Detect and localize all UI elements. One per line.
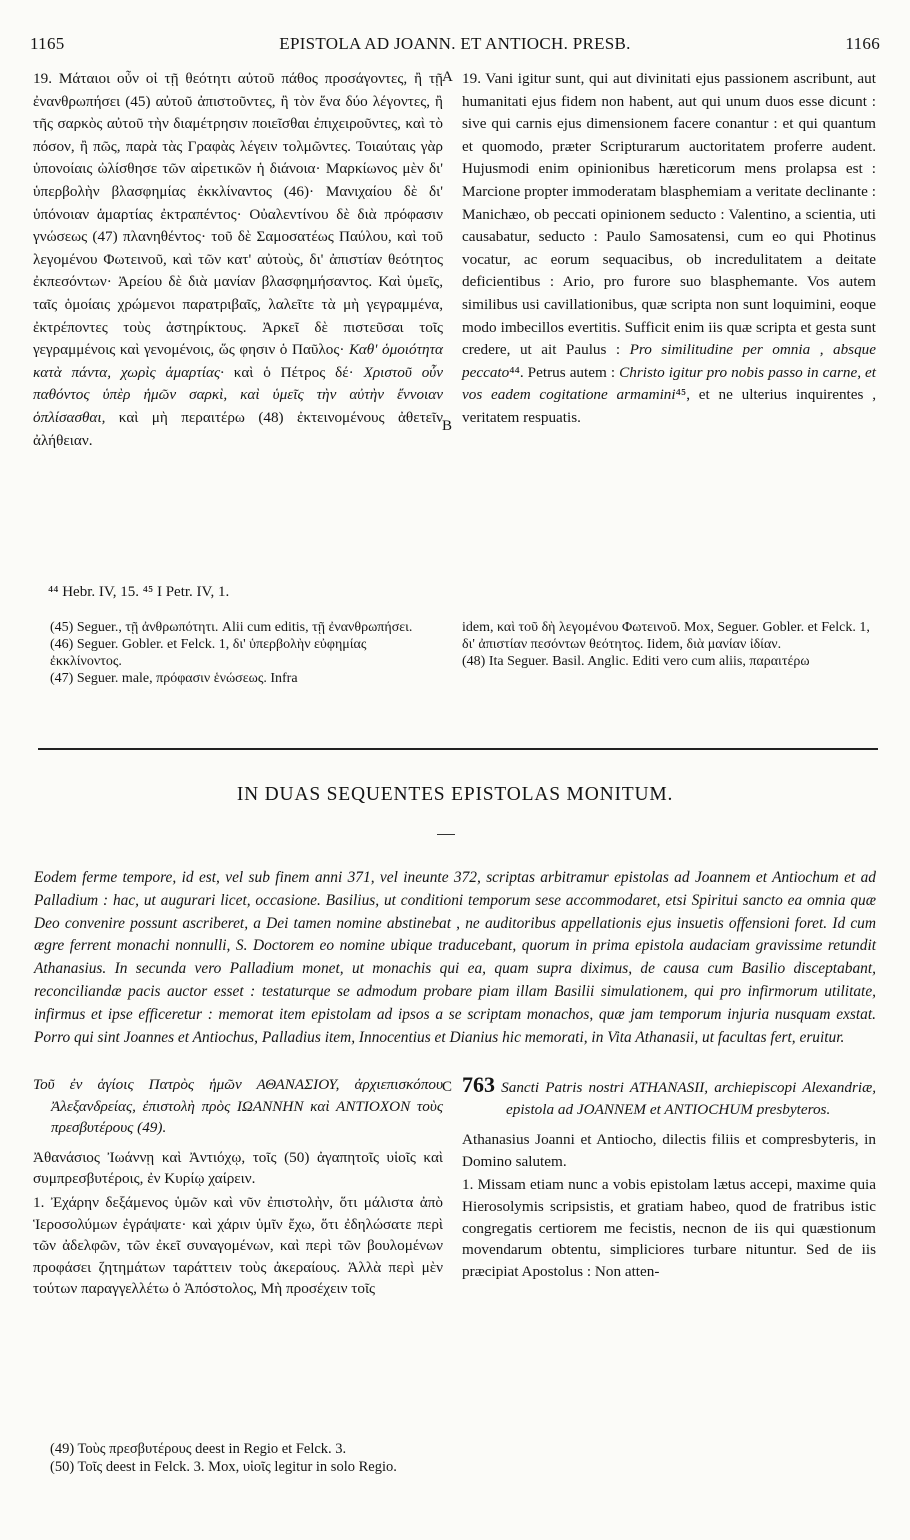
marker-a: A: [442, 69, 453, 85]
latin-paragraph-19: [462, 68, 876, 430]
greek-quote-peter: Χριστοῦ οὖν παθόντος ὑπὲρ ἡμῶν σαρκὶ, καὶ ὑμεῖς τὴν αὐτὴν ἔννοιαν ὁπλίσασθαι,: [33, 363, 444, 426]
latin-column-top: [462, 68, 876, 430]
section-divider: [38, 748, 878, 750]
latin-column-bottom: [462, 1074, 876, 1282]
notes-top-left: [50, 619, 440, 687]
latin-salutation: Athanasius Joanni et Antiocho, dilectis filiis et compresbyteris, in Domino salutem.: [462, 1131, 876, 1170]
latin-quote-paul: Pro similitudine per omnia , absque peccato: [462, 341, 876, 381]
note-45: (45) Seguer., τῇ ἀνθρωπότητι. Alii cum editis, τῇ ἐνανθρωπήσει.: [50, 620, 413, 635]
latin-paragraph-1: 1. Missam etiam nunc a vobis epistolam lætus accepi, maxime quia Hierosolymis scripsistis, et gratiam habeo, quod de fratribus istic congregatis certiorem me fecistis, necnon de iis qui quæstionum movendarum obtentu, simpliciores turbare nituntur. Sed de iis præcipiat Apostolus : Non atten-: [462, 1176, 876, 1280]
greek-column-top: [33, 68, 443, 452]
page-number-right: 1166: [845, 34, 880, 53]
greek-epistle-title: Τοῦ ἐν ἁγίοις Πατρὸς ἡμῶν ΑΘΑΝΑΣΙΟΥ, ἀρχιεπισκόπου Ἀλεξανδρείας, ἐπιστολὴ πρὸς ΙΩΑΝΝΗΝ καὶ ΑΝΤΙΟΧΟΝ τοὺς πρεσβυτέρους (49).: [33, 1076, 443, 1137]
greek-paragraph-1: 1. Ἐχάρην δεξάμενος ὑμῶν καὶ νῦν ἐπιστολὴν, ὅτι μάλιστα ἀπὸ Ἱεροσολύμων ἐγράψατε· καὶ χάριν ὑμῖν ἔχω, ὅτι ἐδηλώσατε περὶ τῶν ἀδελφῶν, τῶν ἐκεῖ συναγομένων, καὶ περὶ τῶν βουλομένων προφάσει ζητημάτων ταράττειν τοὺς ἀκεραίους. Ἀλλὰ περὶ μὲν τούτων παραγγελλέτω ὁ Ἀπόστολος, Μὴ προσέχειν τοῖς: [33, 1193, 443, 1298]
note-49: (49) Τοὺς πρεσβυτέρους deest in Regio et Felck. 3.: [50, 1441, 347, 1457]
column-number-763: 763: [462, 1072, 495, 1097]
greek-quote-paul: Καθ' ὁμοιότητα κατὰ πάντα, χωρὶς ἁμαρτίας·: [33, 341, 444, 381]
page-number-left: 1165: [30, 34, 65, 53]
marker-c: C: [442, 1079, 453, 1095]
section-title: IN DUAS SEQUENTES EPISTOLAS MONITUM.: [236, 784, 674, 805]
running-title: EPISTOLA AD JOANN. ET ANTIOCH. PRESB.: [279, 34, 631, 53]
scripture-ref-45: ⁴⁵: [675, 386, 687, 404]
note-47-continued: idem, καὶ τοῦ δὴ λεγομένου Φωτεινοῦ. Mox, Seguer. Gobler. et Felck. 1, δι' ἀπιστίαν πεσόντων θεότητος. Iidem, διὰ μανίαν ἰδίαν.: [462, 620, 870, 652]
greek-text-mid: καὶ ὁ Πέτρος δέ·: [233, 363, 354, 381]
running-header: [30, 34, 880, 56]
note-47: (47) Seguer. male, πρόφασιν ἑνώσεως. Infra: [50, 671, 298, 686]
note-46: (46) Seguer. Gobler. et Felck. 1, δι' ὑπερβολὴν εὐφημίας ἐκκλίνοντος.: [50, 637, 367, 669]
title-dash: [437, 834, 455, 835]
note-48: (48) Ita Seguer. Basil. Anglic. Editi vero cum aliis, παραιτέρω: [462, 654, 810, 669]
marker-b: B: [442, 418, 453, 434]
latin-text: 19. Vani igitur sunt, qui aut divinitati ejus passionem ascribunt, aut humanitati ejus fidem non habent, aut qui unum duos esse dicunt : sive qui carnis ejus dimensionem facere conantur : et qui quantum et quomodo, præter Scripturarum auctoritatem proferre audent. Hujusmodi enim opinionibus hæreticorum mens prolapsa est : Marcione propter immoderatam blasphemiam a veritate declinante : Manichæo, ob peccati opinionem seducto : Valentino, a scientia, uti causabatur, seducto : Paulo Samosatensi, cum eo qui Photinus vocatur, ac eorum sequacibus, ob incredulitatem a deitate deficientibus : Ario, pro furore suo blasphemante. Vos autem similibus usi cavillationibus, quæ scripta non sunt loquimini, eoque modo imbecillos evertitis. Sufficit enim iis quæ scripta et gesta sunt credere, ut ait Paulus :: [462, 70, 876, 359]
latin-text-end: , et ne ulterius inquirentes , veritatem respuatis.: [462, 386, 876, 426]
monitum-paragraph: Eodem ferme tempore, id est, vel sub finem anni 371, vel ineunte 372, scriptas arbitramur epistolas ad Joannem et Antiochum et ad Palladium : hac, ut augurari licet, occasione. Basilius, ut conditioni temporum sese accommodaret, etsi Spiritui sancto ea omnia quæ Deo convenire possunt ascriberet, a Dei tamen nomine abstinebat , ne auditoribus appellationis ejus insuetis offensioni foret. Id cum ægre ferrent monachi nonnulli, S. Doctorem eo nomine ubique traducebant, quorum in prima epistola audaciam gravissime retundit Athanasius. In secunda vero Palladium monet, ut monachis qui ea, quam supra diximus, de causa cum Basilio disceptabant, reconciliandæ pacis auctor esset : testaturque se admodum probare piam illam Basilii simulationem, qui pro infirmorum utilitate, infirmus et ipse efficeretur : memorat item epistolam ad ipsos a se scriptam monachos, quæ jam temporum injuria nusquam exstat. Porro qui sint Joannes et Antiochus, Palladius item, Innocentius et Dianius hic memorati, in Vita Athanasii, ut facultas fert, eruitur.: [34, 869, 876, 1046]
greek-salutation: Ἀθανάσιος Ἰωάννῃ καὶ Ἀντιόχῳ, τοῖς (50) ἀγαπητοῖς υἱοῖς καὶ συμπρεσβυτέροις, ἐν Κυρίῳ χαίρειν.: [33, 1148, 443, 1188]
greek-column-bottom: [33, 1074, 443, 1300]
scripture-references: ⁴⁴ Hebr. IV, 15. ⁴⁵ I Petr. IV, 1.: [48, 584, 230, 600]
latin-quote-peter: Christo igitur pro nobis passo in carne, et vos eadem cogitatione armamini: [462, 363, 877, 404]
notes-bottom: [50, 1440, 870, 1476]
greek-paragraph-19: [33, 68, 443, 452]
latin-text-mid: . Petrus autem :: [519, 363, 616, 381]
scripture-ref-44: ⁴⁴: [509, 363, 520, 381]
note-50: (50) Τοῖς deest in Felck. 3. Mox, υἱοῖς legitur in solo Regio.: [50, 1459, 397, 1475]
greek-text: 19. Μάταιοι οὖν οἱ τῇ θεότητι αὐτοῦ πάθος προσάγοντες, ἢ τῇ ἐνανθρωπήσει (45) αὐτοῦ ἀπιστοῦντες, ἢ τὸν ἕνα δύο λέγοντες, ἢ τῆς σαρκὸς αὐτοῦ τὴν διαμέτρησιν ποιεῖσθαι ἐπιχειροῦντες, καὶ τὸ πόσον, ἢ πῶς, παρὰ τὰς Γραφὰς λέγειν τολμῶντες. Τοιαύταις γὰρ ὑπονοίαις ὠλίσθησε τῶν αἱρετικῶν ἡ διάνοια· Μαρκίωνος μὲν δι' ὑπερβολὴν βλασφημίας ἐκκλίναντος (46)· Μανιχαίου δὲ δι' ὑπόνοιαν ἁμαρτίας ἐκτραπέντος· Οὐαλεντίνου δὲ διὰ πρόφασιν γνώσεως (47) πλανηθέντος· τοῦ δὲ Σαμοσατέως Παύλου, καὶ τοῦ λεγομένου Φωτεινοῦ, καὶ τῶν κατ' αὐτοὺς, δι' ἀπιστίαν θεότητος ἐκπεσόντων· Ἀρείου δὲ διὰ μανίαν βλασφημήσαντος. Καὶ ὑμεῖς, ταῖς ὁμοίαις χρώμενοι παρατριβαῖς, λαλεῖτε τὰ μὴ γεγραμμένα, ἐκτρέποντες τοὺς ἀστηρίκτους. Ἀρκεῖ δὲ πιστεῦσαι τοῖς γεγραμμένοις καὶ γενομένοις, ὥς φησιν ὁ Παῦλος·: [33, 70, 443, 359]
greek-text-end: καὶ μὴ περαιτέρω (48) ἐκτεινομένους ἀθετεῖν ἀλήθειαν.: [33, 408, 444, 449]
notes-top-right: [462, 619, 876, 670]
latin-epistle-title: Sancti Patris nostri ATHANASII, archiepiscopi Alexandriæ, epistola ad JOANNEM et ANTIOCHUM presbyteros.: [501, 1079, 877, 1118]
